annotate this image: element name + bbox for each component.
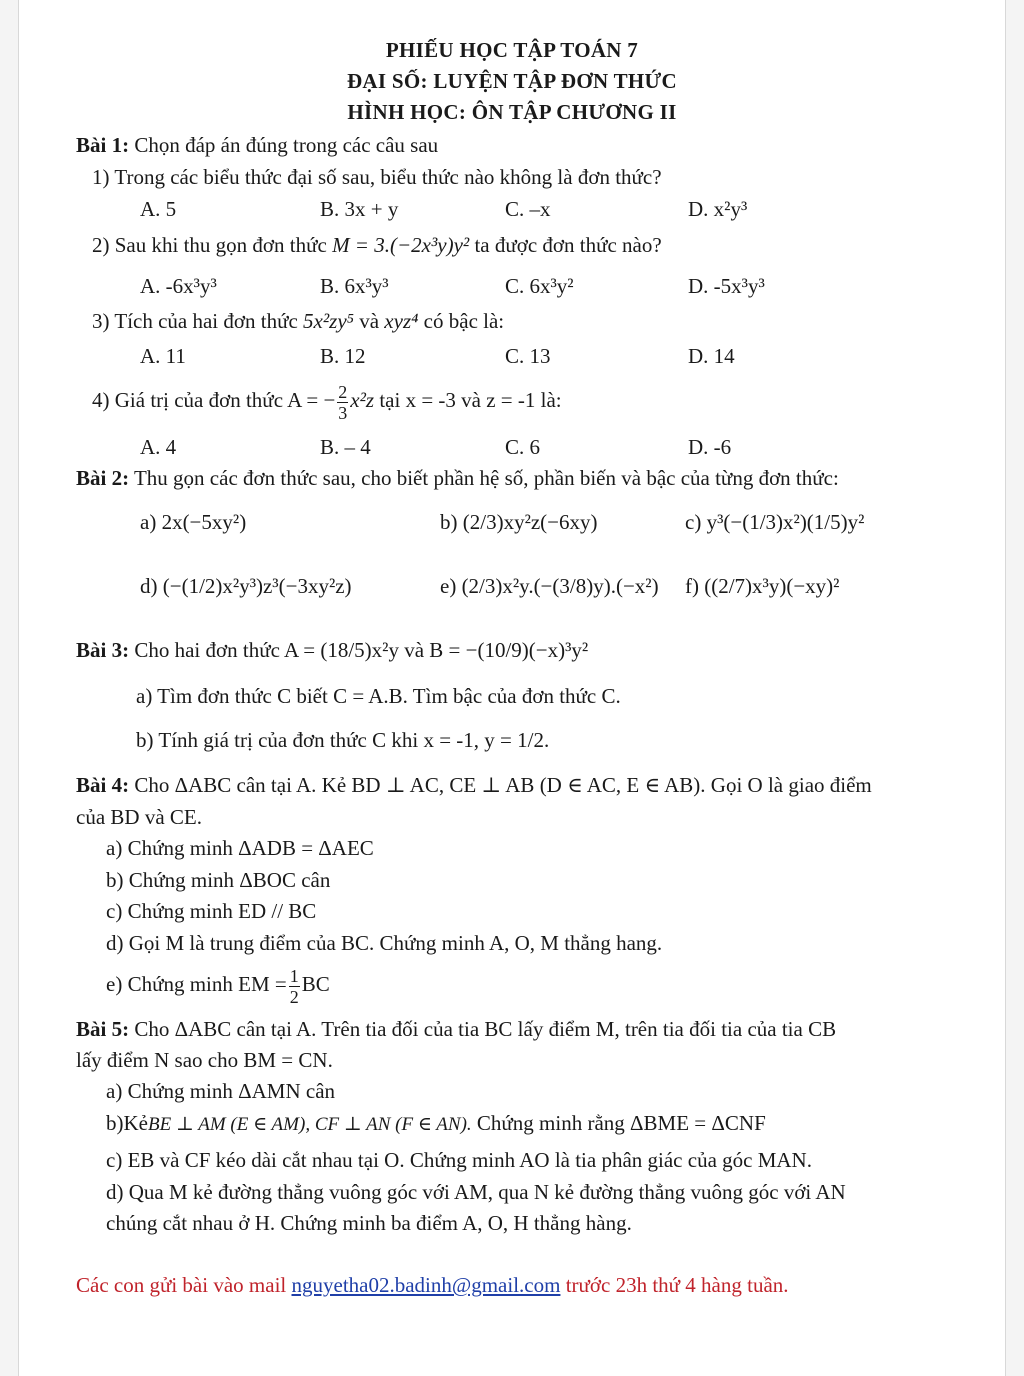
bai5-part-b-pre: b)Kẻ [106,1111,148,1135]
bai1-q3-text [92,307,504,335]
bai4-part-e-pre: e) Chứng minh EM = [106,972,287,996]
bai5-heading [76,1015,836,1043]
bai4-part-c: c) Chứng minh ED // BC [106,899,317,923]
email-link[interactable]: nguyetha02.badinh@gmail.com [291,1273,561,1297]
bai1-q1-text: 1) Trong các biểu thức đại số sau, biểu thức nào không là đơn thức? [92,165,662,189]
bai1-text: Chọn đáp án đúng trong các câu sau [134,133,439,157]
bai1-heading [76,131,438,159]
bai1-q3-expr1: 5x²zy⁵ [303,309,354,333]
bai1-q4-post: tại x = -3 và z = -1 là: [379,388,562,412]
bai1-q3-mid: và [359,309,380,333]
header-title-3: HÌNH HỌC: ÔN TẬP CHƯƠNG II [347,100,677,124]
bai1-q4-option-a: A. 4 [140,435,177,459]
bai2-item-d: d) (−(1/2)x²y³)z³(−3xy²z) [140,574,352,598]
bai4-part-b: b) Chứng minh ΔBOC cân [106,868,331,892]
bai5-label: Bài 5: [76,1017,130,1041]
bai4-part-e [106,962,330,1007]
bai3-part-b: b) Tính giá trị của đơn thức C khi x = -1, y = 1/2. [136,728,550,752]
header-title-2: ĐẠI SỐ: LUYỆN TẬP ĐƠN THỨC [346,69,678,93]
bai1-q1-option-b: B. 3x + y [320,197,399,221]
bai1-q3-option-b: B. 12 [320,344,366,368]
bai2-item-c: c) y³(−(1/3)x²)(1/5)y² [685,510,865,534]
bai1-q2-post: ta được đơn thức nào? [474,233,662,257]
bai1-q4-frac-den: 3 [338,402,348,423]
bai1-q2-expr: M = 3.(−2x³y)y² [332,233,470,257]
bai4-part-e-fraction [289,966,300,1007]
bai4-line2: của BD và CE. [76,805,202,829]
bai1-q4-option-d: D. -6 [688,435,732,459]
bai1-q2-option-d: D. -5x³y³ [688,274,765,298]
bai2-text: Thu gọn các đơn thức sau, cho biết phần hệ số, phần biến và bậc của từng đơn thức: [133,466,839,490]
bai1-q4-pre: 4) Giá trị của đơn thức A = − [92,388,336,412]
bai1-q4-fraction [337,382,348,423]
bai1-q4-frac-num: 2 [338,381,348,402]
bai5-part-d-line1: d) Qua M kẻ đường thẳng vuông góc với AM, qua N kẻ đường thẳng vuông góc với AN [106,1180,846,1204]
bai2-heading [76,464,839,492]
submission-note-post: trước 23h thứ 4 hàng tuần. [565,1273,789,1297]
bai4-e-frac-num: 1 [289,965,299,986]
bai1-q4-text [92,378,562,423]
bai1-q3-option-d: D. 14 [688,344,735,368]
bai5-part-d-line2: chúng cắt nhau ở H. Chứng minh ba điểm A, O, H thẳng hàng. [106,1211,632,1235]
header-title-1: PHIẾU HỌC TẬP TOÁN 7 [385,38,639,62]
bai1-q4-option-c: C. 6 [505,435,541,459]
bai1-label: Bài 1: [76,133,130,157]
bai1-q3-option-a: A. 11 [140,344,186,368]
bai3-label: Bài 3: [76,638,130,662]
bai2-label: Bài 2: [76,466,130,490]
bai5-line1: Cho ΔABC cân tại A. Trên tia đối của tia BC lấy điểm M, trên tia đối tia của tia CB [134,1017,837,1041]
bai5-part-c: c) EB và CF kéo dài cắt nhau tại O. Chứng minh AO là tia phân giác của góc MAN. [106,1148,812,1172]
bai1-q1-option-c: C. –x [505,197,551,221]
submission-note [76,1271,789,1299]
bai3-heading [76,636,588,664]
bai1-q1-option-a: A. 5 [140,197,177,221]
bai3-text: Cho hai đơn thức A = (18/5)x²y và B = −(10/9)(−x)³y² [134,638,589,662]
bai4-line1: Cho ΔABC cân tại A. Kẻ BD ⊥ AC, CE ⊥ AB (D ∈ AC, E ∈ AB). Gọi O là giao điểm [134,773,872,797]
bai2-item-f: f) ((2/7)x³y)(−xy)² [685,574,840,598]
bai1-q2-option-b: B. 6x³y³ [320,274,389,298]
bai2-item-e: e) (2/3)x²y.(−(3/8)y).(−x²) [440,574,659,598]
bai1-q2-option-a: A. -6x³y³ [140,274,217,298]
bai1-q4-expr: x²z [350,388,375,412]
bai1-q3-option-c: C. 13 [505,344,551,368]
bai2-item-b: b) (2/3)xy²z(−6xy) [440,510,598,534]
bai1-q2-option-c: C. 6x³y² [505,274,574,298]
bai4-part-e-post: BC [301,972,330,996]
bai1-q4-option-b: B. – 4 [320,435,371,459]
bai4-part-d: d) Gọi M là trung điểm của BC. Chứng minh A, O, M thẳng hang. [106,931,663,955]
bai5-part-b-math: BE ⊥ AM (E ∈ AM), CF ⊥ AN (F ∈ AN). [147,1114,472,1135]
bai5-part-b-post: Chứng minh rằng ΔBME = ΔCNF [476,1111,766,1135]
bai4-e-frac-den: 2 [289,986,299,1007]
bai4-label: Bài 4: [76,773,130,797]
bai5-part-a: a) Chứng minh ΔAMN cân [106,1079,336,1103]
bai5-part-b [106,1109,766,1139]
bai1-q2-pre: 2) Sau khi thu gọn đơn thức [92,233,327,257]
bai5-line2: lấy điểm N sao cho BM = CN. [76,1048,333,1072]
bai1-q3-post: có bậc là: [423,309,505,333]
bai4-part-a: a) Chứng minh ΔADB = ΔAEC [106,836,374,860]
bai1-q1-option-d: D. x²y³ [688,197,748,221]
bai1-q2-text [92,231,662,259]
bai1-q3-expr2: xyz⁴ [384,309,419,333]
bai4-heading [76,771,872,799]
bai2-item-a: a) 2x(−5xy²) [140,510,247,534]
submission-note-pre: Các con gửi bài vào mail [76,1273,287,1297]
bai1-q3-pre: 3) Tích của hai đơn thức [92,309,298,333]
bai3-part-a: a) Tìm đơn thức C biết C = A.B. Tìm bậc của đơn thức C. [136,684,621,708]
